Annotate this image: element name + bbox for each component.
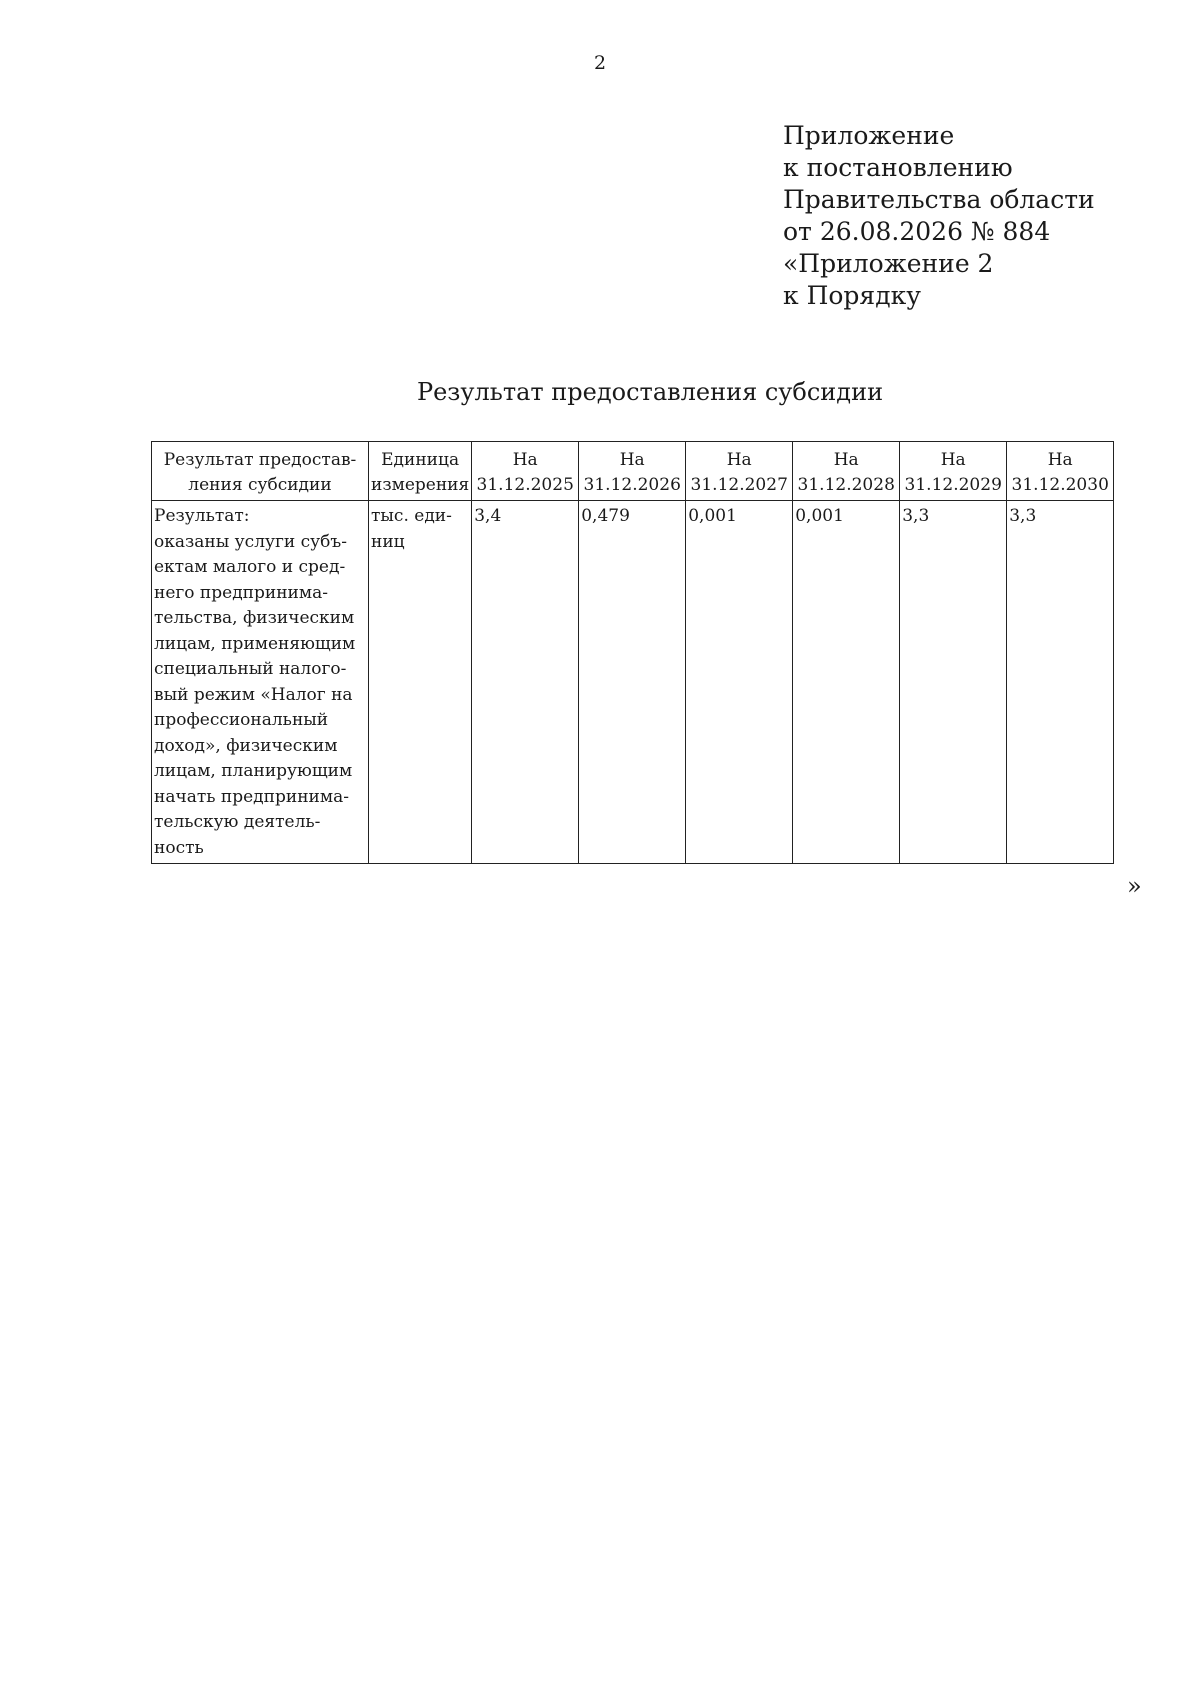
cell-value: 0,001 (686, 501, 793, 864)
appendix-line: от 26.08.2026 № 884 (783, 217, 1051, 246)
appendix-line: к Порядку (783, 281, 921, 310)
header-year: На 31.12.2027 (686, 442, 793, 501)
cell-value: 0,479 (579, 501, 686, 864)
cell-unit: тыс. еди- ниц (369, 501, 472, 864)
result-table (151, 441, 1114, 864)
document-title: Результат предоставления субсидии (416, 378, 884, 406)
header-unit: Единица измерения (369, 442, 472, 501)
appendix-line: «Приложение 2 (783, 249, 994, 278)
page-number: 2 (593, 52, 607, 74)
header-year: На 31.12.2028 (793, 442, 900, 501)
appendix-line: Приложение (783, 121, 955, 150)
cell-value: 3,4 (472, 501, 579, 864)
appendix-block (783, 120, 1095, 312)
cell-value: 0,001 (793, 501, 900, 864)
header-year: На 31.12.2026 (579, 442, 686, 501)
appendix-line: к постановлению (783, 153, 1013, 182)
header-year: На 31.12.2030 (1007, 442, 1114, 501)
header-result: Результат предостав- ления субсидии (152, 442, 369, 501)
appendix-line: Правительства области (783, 185, 1095, 214)
cell-value: 3,3 (1007, 501, 1114, 864)
table-row (152, 501, 1114, 864)
cell-result: Результат: оказаны услуги субъ- ектам малого и сред- него предпринима- тельства, физическим лицам, применяющим специальный налого- вый режим «Налог на профессиональный доход», физическим лицам, планирующим начать предпринима- тельскую деятель- ность (152, 501, 369, 864)
table-header-row (152, 442, 1114, 501)
header-year: На 31.12.2029 (900, 442, 1007, 501)
closing-quote: » (1127, 872, 1142, 900)
header-year: На 31.12.2025 (472, 442, 579, 501)
cell-value: 3,3 (900, 501, 1007, 864)
